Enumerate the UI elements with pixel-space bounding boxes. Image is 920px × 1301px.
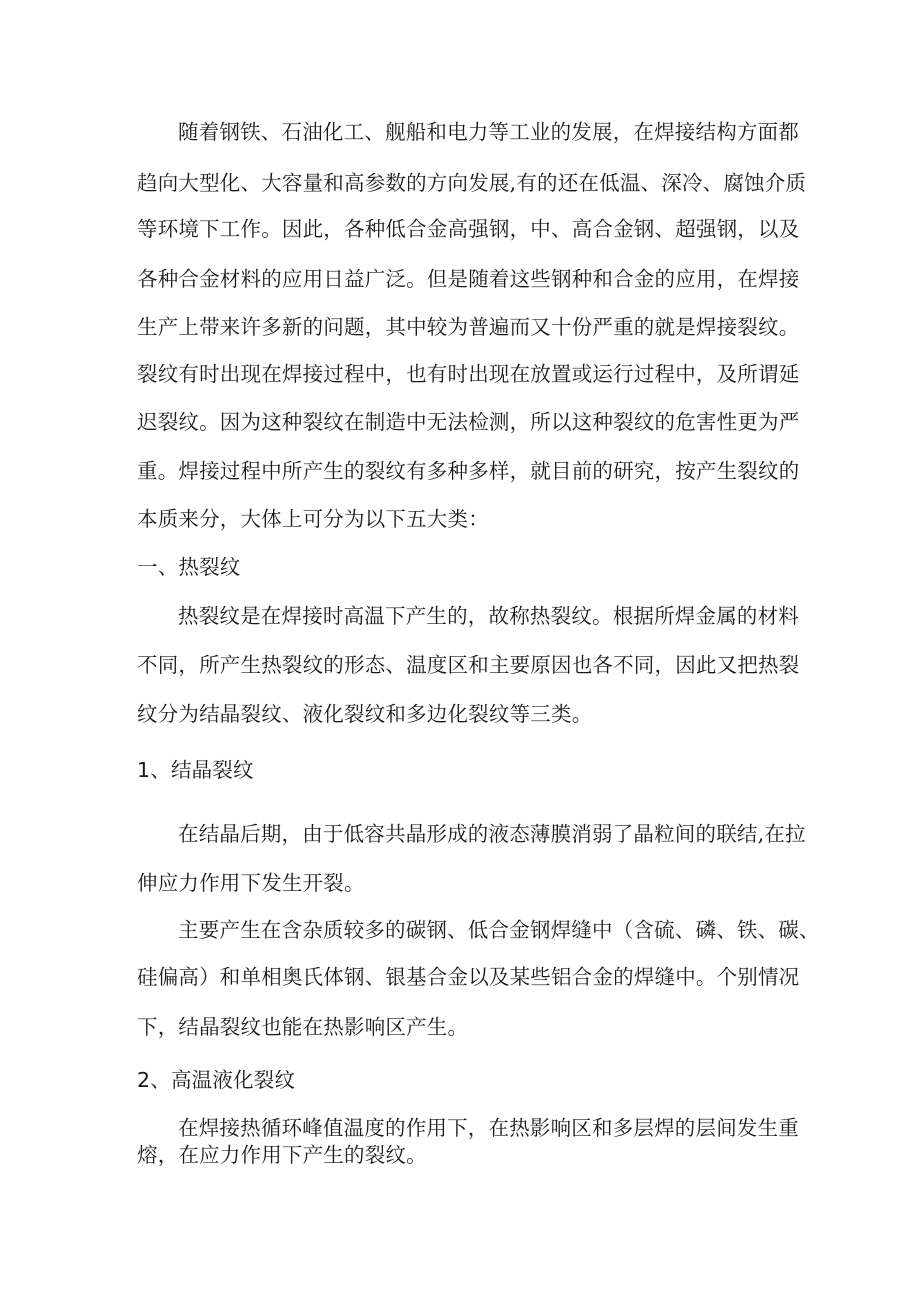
section-heading-hot-crack: 一、热裂纹: [137, 555, 241, 579]
section1-line-1: 热裂纹是在焊接时高温下产生的，故称热裂纹。根据所焊金属的材料: [178, 604, 799, 628]
sub1-para2-line-3: 下，结晶裂纹也能在热影响区产生。: [137, 1015, 469, 1039]
intro-line-8: 重。焊接过程中所产生的裂纹有多种多样，就目前的研究，按产生裂纹的: [137, 459, 800, 483]
intro-line-4: 各种合金材料的应用日益广泛。但是随着这些钢种和合金的应用，在焊接: [137, 267, 800, 291]
subsection-heading-liquation-crack: 2、高温液化裂纹: [137, 1068, 296, 1092]
intro-line-3: 等环境下工作。因此，各种低合金高强钢，中、高合金钢、超强钢，以及: [137, 217, 800, 241]
intro-line-9: 本质来分，大体上可分为以下五大类：: [137, 507, 489, 531]
intro-line-1: 随着钢铁、石油化工、舰船和电力等工业的发展，在焊接结构方面都: [178, 120, 799, 144]
sub1-para2-line-1: 主要产生在含杂质较多的碳钢、低合金钢焊缝中（含硫、磷、铁、碳、: [178, 918, 820, 942]
section1-line-2: 不同，所产生热裂纹的形态、温度区和主要原因也各不同，因此又把热裂: [137, 653, 800, 677]
intro-line-2: 趋向大型化、大容量和高参数的方向发展,有的还在低温、深冷、腐蚀介质: [137, 171, 807, 195]
intro-line-5: 生产上带来许多新的问题，其中较为普遍而又十份严重的就是焊接裂纹。: [137, 315, 800, 339]
sub2-para1-line-2: 熔，在应力作用下产生的裂纹。: [137, 1143, 427, 1167]
intro-line-6: 裂纹有时出现在焊接过程中，也有时出现在放置或运行过程中，及所谓延: [137, 362, 800, 386]
sub2-para1-line-1: 在焊接热循环峰值温度的作用下，在热影响区和多层焊的层间发生重: [178, 1116, 799, 1140]
subsection-heading-crystallization-crack: 1、结晶裂纹: [137, 758, 254, 782]
sub1-para1-line-2: 伸应力作用下发生开裂。: [137, 871, 365, 895]
intro-line-7: 迟裂纹。因为这种裂纹在制造中无法检测，所以这种裂纹的危害性更为严: [137, 410, 800, 434]
sub1-para1-line-1: 在结晶后期，由于低容共晶形成的液态薄膜消弱了晶粒间的联结,在拉: [178, 822, 806, 846]
sub1-para2-line-2: 硅偏高）和单相奥氏体钢、银基合金以及某些铝合金的焊缝中。个别情况: [137, 965, 800, 989]
section1-line-3: 纹分为结晶裂纹、液化裂纹和多边化裂纹等三类。: [137, 702, 593, 726]
